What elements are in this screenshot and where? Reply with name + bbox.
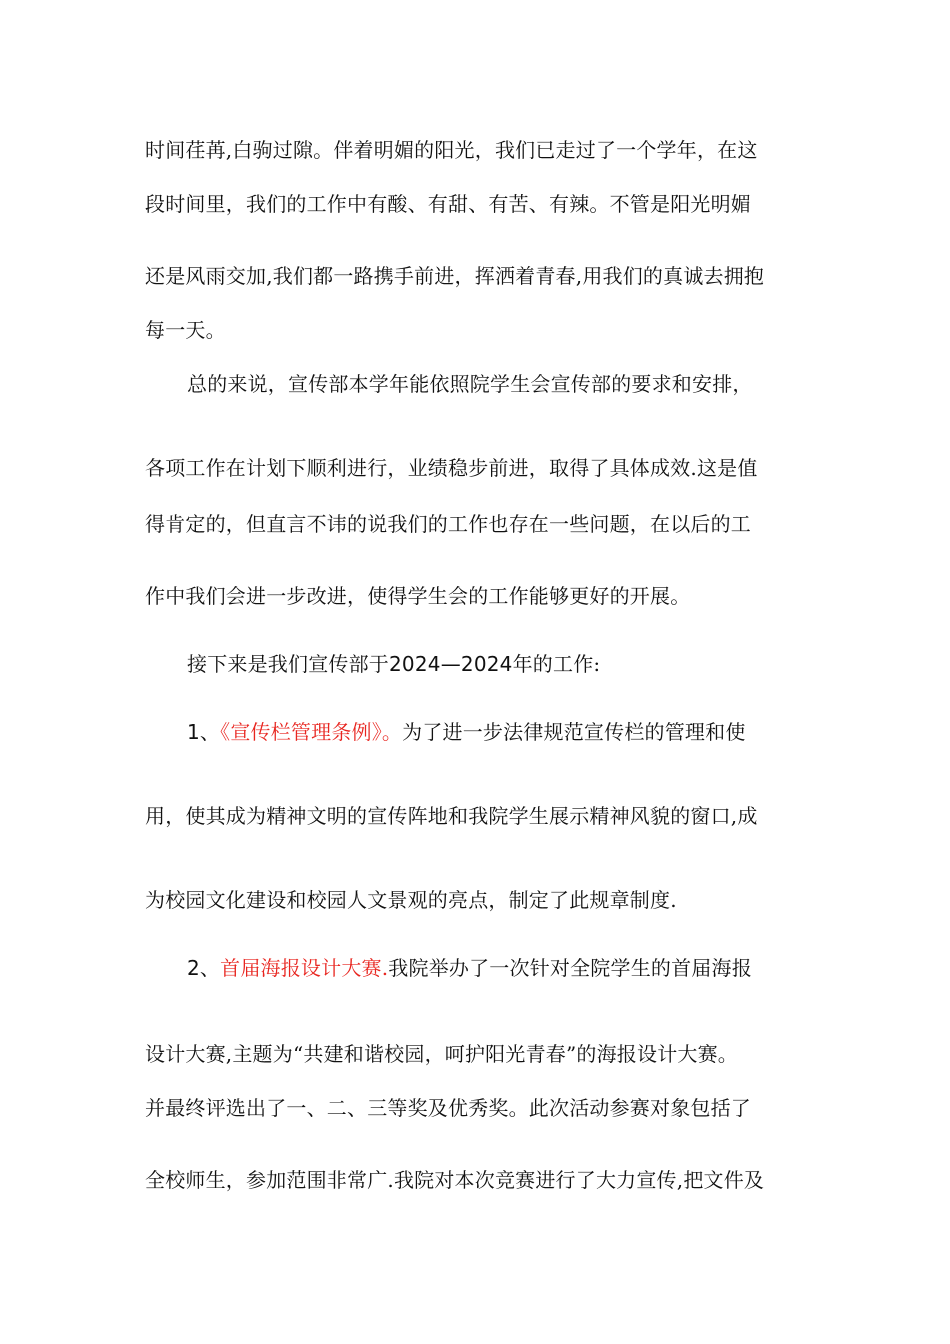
item-1-number: 1、 [187,720,221,744]
item-2-line-3: 并最终评选出了一、二、三等奖及优秀奖。此次活动参赛对象包括了 [145,1096,751,1120]
paragraph-1-line-3: 还是风雨交加,我们都一路携手前进，挥洒着青春,用我们的真诚去拥抱 [145,264,765,288]
paragraph-1-line-1: 时间荏苒,白驹过隙。伴着明媚的阳光，我们已走过了一个学年，在这 [145,138,758,162]
paragraph-1-line-2: 段时间里，我们的工作中有酸、有甜、有苦、有辣。不管是阳光明媚 [145,192,751,216]
item-2-line-4: 全校师生，参加范围非常广.我院对本次竞赛进行了大力宣传,把文件及 [145,1168,765,1192]
paragraph-2-line-4: 作中我们会进一步改进，使得学生会的工作能够更好的开展。 [145,584,691,608]
item-2-line-1 [187,954,752,982]
item-2-number: 2、 [187,956,221,980]
item-1-line-2: 用，使其成为精神文明的宣传阵地和我院学生展示精神风貌的窗口,成 [145,804,758,828]
item-2-line-2: 设计大赛,主题为“共建和谐校园，呵护阳光青春”的海报设计大赛。 [145,1042,739,1066]
paragraph-2-line-2: 各项工作在计划下顺利进行，业绩稳步前进，取得了具体成效.这是值 [145,456,758,480]
paragraph-1-line-4: 每一天。 [145,318,226,342]
item-1-line-3: 为校园文化建设和校园人文景观的亮点，制定了此规章制度. [145,888,677,912]
paragraph-3-years: 2024—2024 [389,652,513,676]
item-2-first-line-rest: 我院举办了一次针对全院学生的首届海报 [388,956,752,980]
paragraph-2-line-3: 得肯定的，但直言不讳的说我们的工作也存在一些问题，在以后的工 [145,512,751,536]
item-1-title: 《宣传栏管理条例》。 [220,720,403,744]
paragraph-2-line-1: 总的来说，宣传部本学年能依照院学生会宣传部的要求和安排， [187,372,753,396]
paragraph-3-suffix: 年的工作: [512,652,601,676]
item-1-first-line-rest: 为了进一步法律规范宣传栏的管理和使 [402,720,746,744]
paragraph-3 [187,650,600,678]
item-2-title: 首届海报设计大赛. [220,956,389,980]
item-1-line-1 [187,718,746,746]
paragraph-3-prefix: 接下来是我们宣传部于 [187,652,389,676]
